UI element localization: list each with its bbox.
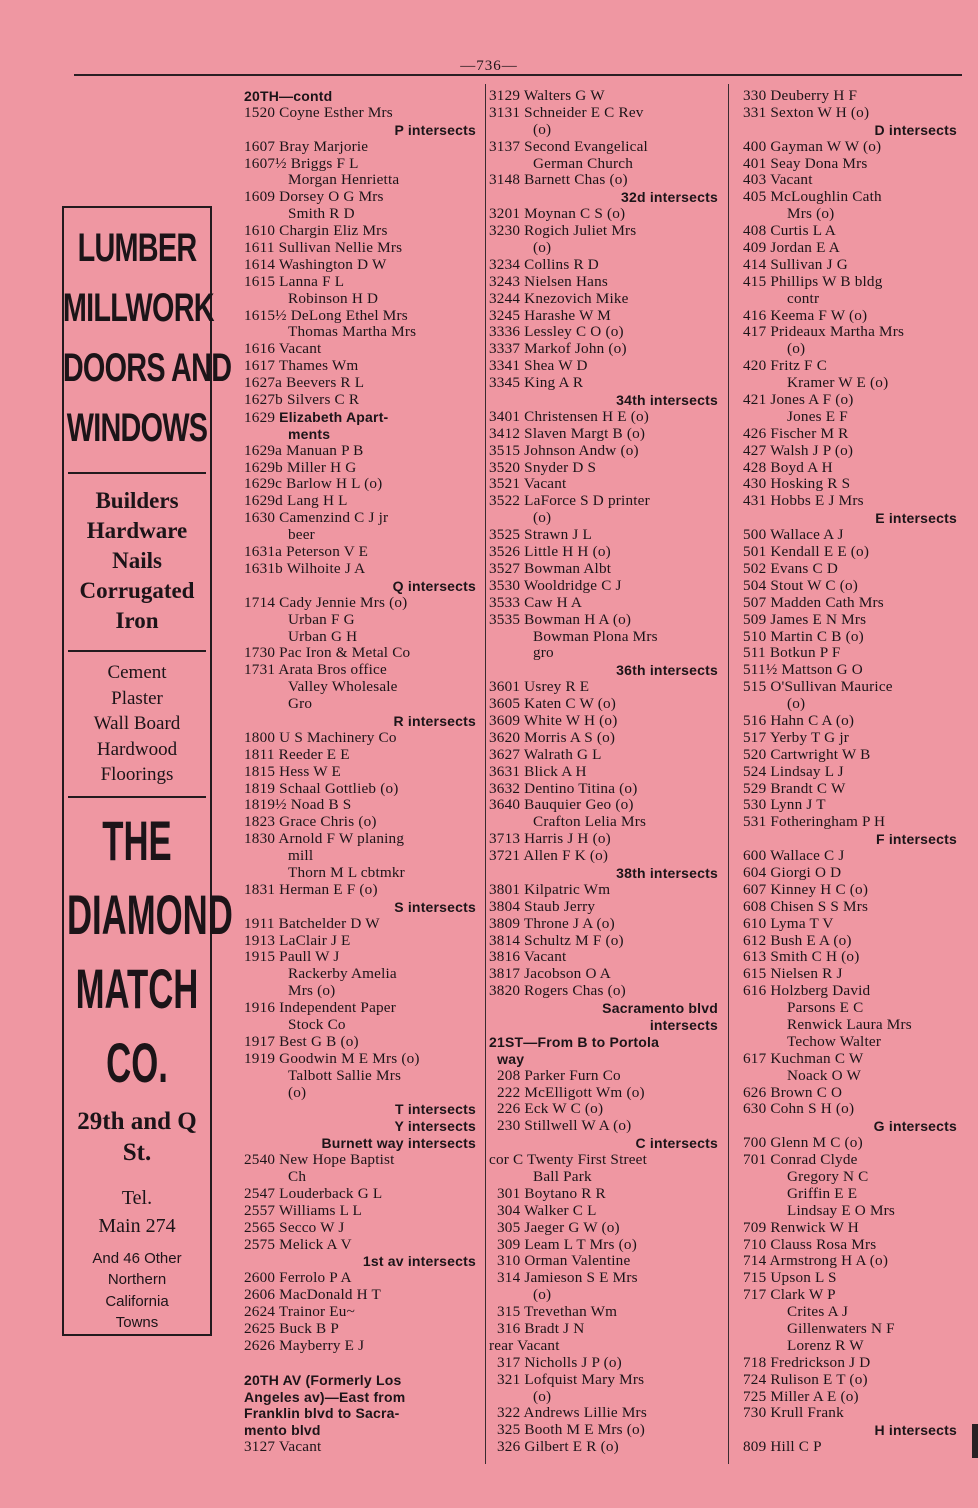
directory-entry: 725 Miller A E (o) bbox=[743, 1388, 859, 1405]
ad-line: Builders bbox=[95, 488, 179, 513]
directory-entry: 3525 Strawn J L bbox=[489, 527, 592, 544]
intersection-label: G intersects bbox=[873, 1118, 957, 1135]
continuation-entry: (o) bbox=[787, 696, 806, 713]
directory-entry: 427 Walsh J P (o) bbox=[743, 442, 854, 459]
continuation-entry: gro bbox=[533, 645, 554, 662]
directory-entry: 2606 MacDonald H T bbox=[244, 1287, 382, 1304]
directory-entry: 3245 Harashe W M bbox=[489, 307, 612, 324]
continuation-entry: Robinson H D bbox=[288, 290, 379, 307]
directory-entry: 3609 White W H (o) bbox=[489, 712, 618, 729]
directory-entry: 3809 Throne J A (o) bbox=[489, 915, 615, 932]
continuation-entry: (o) bbox=[533, 510, 552, 527]
intersection-label: 1st av intersects bbox=[362, 1253, 476, 1270]
directory-entry: 208 Parker Furn Co bbox=[489, 1067, 621, 1084]
directory-entry: 701 Conrad Clyde bbox=[743, 1152, 858, 1169]
directory-entry: 3131 Schneider E C Rev bbox=[489, 104, 644, 121]
intersection-label: Q intersects bbox=[392, 577, 476, 594]
street-heading: 20TH—contd bbox=[244, 88, 333, 104]
directory-entry: 709 Renwick W H bbox=[743, 1219, 859, 1236]
continuation-entry: (o) bbox=[533, 1287, 552, 1304]
directory-entry: 1731 Arata Bros office bbox=[244, 662, 387, 679]
continuation-entry: (o) bbox=[787, 341, 806, 358]
column-divider bbox=[728, 84, 729, 1464]
intersection-label: F intersects bbox=[876, 831, 957, 848]
ad-line: Plaster bbox=[111, 687, 163, 709]
directory-entry: 3230 Rogich Juliet Mrs bbox=[489, 223, 637, 240]
directory-entry: 428 Boyd A H bbox=[743, 459, 833, 476]
directory-entry: 608 Chisen S S Mrs bbox=[743, 898, 869, 915]
directory-entry: 718 Fredrickson J D bbox=[743, 1354, 871, 1371]
continuation-entry: Talbott Sallie Mrs bbox=[288, 1067, 402, 1084]
directory-entry: 1615 Lanna F L bbox=[244, 273, 345, 290]
directory-entry: 3244 Knezovich Mike bbox=[489, 290, 629, 307]
directory-entry: 517 Yerby T G jr bbox=[743, 729, 850, 746]
continuation-entry: Crafton Lelia Mrs bbox=[533, 814, 647, 831]
directory-entry: 414 Sullivan J G bbox=[743, 256, 848, 273]
directory-entry: 3640 Bauquier Geo (o) bbox=[489, 797, 634, 814]
continuation-entry: Thorn M L cbtmkr bbox=[288, 864, 405, 881]
directory-entry: 1627a Beevers R L bbox=[244, 375, 365, 392]
directory-entry: 3801 Kilpatric Wm bbox=[489, 881, 611, 898]
directory-entry: 504 Stout W C (o) bbox=[743, 577, 859, 594]
directory-entry: 1811 Reeder E E bbox=[244, 746, 350, 763]
continuation-entry: Renwick Laura Mrs bbox=[787, 1016, 912, 1033]
continuation-entry: Stock Co bbox=[288, 1016, 346, 1033]
directory-entry: 1616 Vacant bbox=[244, 341, 322, 358]
directory-entry: 511 Botkun P F bbox=[743, 645, 841, 662]
directory-entry: 1630 Camenzind C J jr bbox=[244, 510, 389, 527]
directory-entry: 516 Hahn C A (o) bbox=[743, 712, 855, 729]
ad-line: Wall Board bbox=[93, 713, 181, 734]
directory-entry: 613 Smith C H (o) bbox=[743, 949, 860, 966]
directory-entry: 710 Clauss Rosa Mrs bbox=[743, 1236, 877, 1253]
directory-entry: 1520 Coyne Esther Mrs bbox=[244, 104, 393, 121]
directory-entry: 2600 Ferrolo P A bbox=[244, 1270, 352, 1287]
ad-tel-line: Tel. bbox=[121, 1186, 153, 1209]
directory-entry: 1614 Washington D W bbox=[244, 256, 387, 273]
continuation-entry: Gregory N C bbox=[787, 1169, 869, 1185]
directory-entry: 1609 Dorsey O G Mrs bbox=[244, 189, 384, 206]
intersection-label: D intersects bbox=[874, 121, 957, 138]
directory-entry: 1831 Herman E F (o) bbox=[244, 881, 378, 898]
directory-entry: 316 Bradt J N bbox=[489, 1321, 585, 1338]
continuation-entry: Urban G H bbox=[288, 628, 358, 645]
continuation-entry: (o) bbox=[533, 1388, 552, 1405]
continuation-entry: Parsons E C bbox=[787, 1000, 864, 1017]
directory-entry: 1610 Chargin Eliz Mrs bbox=[244, 223, 388, 240]
ad-line: Cement bbox=[107, 662, 167, 683]
directory-entry: 3345 King A R bbox=[489, 375, 584, 392]
continuation-entry bbox=[244, 426, 478, 443]
directory-entry: 3605 Katen C W (o) bbox=[489, 696, 617, 713]
ad-address-line: 29th and Q bbox=[77, 1107, 197, 1135]
directory-entry: 1629c Barlow H L (o) bbox=[244, 476, 383, 493]
ad-address bbox=[64, 1100, 210, 1168]
directory-entry: 3820 Rogers Chas (o) bbox=[489, 983, 626, 1000]
directory-entry: 520 Cartwright W B bbox=[743, 746, 871, 763]
directory-entry: 630 Cohn S H (o) bbox=[743, 1101, 855, 1118]
directory-entry: 405 McLoughlin Cath bbox=[743, 189, 882, 206]
directory-entry: 714 Armstrong H A (o) bbox=[743, 1253, 889, 1270]
directory-entry: 304 Walker C L bbox=[489, 1202, 597, 1219]
continuation-entry: Noack O W bbox=[787, 1067, 862, 1084]
directory-entry: 3520 Snyder D S bbox=[489, 459, 597, 476]
directory-entry: 1815 Hess W E bbox=[244, 763, 341, 780]
directory-entry: 3632 Dentino Titina (o) bbox=[489, 780, 638, 797]
directory-entry: 3631 Blick A H bbox=[489, 763, 587, 780]
directory-entry bbox=[244, 409, 478, 426]
directory-entry: 604 Giorgi O D bbox=[743, 864, 842, 881]
ad-line: WINDOWS bbox=[66, 406, 208, 450]
directory-entry: 724 Rulison E T (o) bbox=[743, 1371, 868, 1388]
directory-entry: 222 McElligott Wm (o) bbox=[489, 1084, 645, 1101]
directory-entry: 1607½ Briggs F L bbox=[244, 155, 359, 172]
directory-entry: 301 Boytano R R bbox=[489, 1185, 606, 1202]
continuation-entry: Gillenwaters N F bbox=[787, 1321, 895, 1338]
directory-entry: 3521 Vacant bbox=[489, 476, 567, 493]
directory-entry: 2626 Mayberry E J bbox=[244, 1337, 365, 1354]
ad-line: Hardwood bbox=[96, 738, 178, 760]
directory-entry: 2625 Buck B P bbox=[244, 1321, 340, 1338]
directory-entry: 617 Kuchman C W bbox=[743, 1050, 864, 1067]
directory-entry: 1919 Goodwin M E Mrs (o) bbox=[244, 1050, 420, 1067]
entry-name-bold: ments bbox=[288, 425, 331, 442]
intersection-label: C intersects bbox=[635, 1135, 718, 1152]
intersection-label: 36th intersects bbox=[616, 662, 718, 679]
continuation-entry: Lorenz R W bbox=[787, 1337, 864, 1354]
continuation-entry: Bowman Plona Mrs bbox=[533, 628, 658, 645]
ad-lumber-block bbox=[62, 218, 232, 458]
column-divider bbox=[485, 84, 486, 1464]
intersection-label: R intersects bbox=[393, 712, 476, 729]
directory-entry: 3401 Christensen H E (o) bbox=[489, 408, 650, 425]
ad-company-line: CO. bbox=[106, 1030, 168, 1094]
directory-entry: 809 Hill C P bbox=[743, 1439, 822, 1456]
street-heading: Franklin blvd to Sacra- bbox=[244, 1405, 400, 1422]
continuation-entry: Jones E F bbox=[787, 408, 848, 425]
directory-entry: 2557 Williams L L bbox=[244, 1202, 362, 1219]
directory-entry: 530 Lynn J T bbox=[743, 797, 826, 814]
continuation-entry: contr bbox=[787, 290, 820, 307]
continuation-entry: Ch bbox=[288, 1169, 307, 1185]
ad-towns-line: Northern bbox=[107, 1271, 167, 1288]
continuation-entry: Urban F G bbox=[288, 611, 355, 628]
directory-entry: 730 Krull Frank bbox=[743, 1405, 844, 1422]
ad-line: Iron bbox=[115, 608, 159, 633]
directory-entry: 3627 Walrath G L bbox=[489, 746, 602, 763]
ad-line: Floorings bbox=[100, 764, 174, 785]
continuation-entry: Valley Wholesale bbox=[288, 679, 398, 696]
directory-entry: 317 Nicholls J P (o) bbox=[489, 1354, 622, 1371]
intersection-label: Y intersects bbox=[394, 1118, 476, 1135]
directory-entry: 331 Sexton W H (o) bbox=[743, 104, 870, 121]
continuation-entry: Griffin E E bbox=[787, 1185, 858, 1202]
continuation-entry: (o) bbox=[533, 240, 552, 257]
directory-entry: 417 Prideaux Martha Mrs bbox=[743, 324, 905, 341]
continuation-entry: Rackerby Amelia bbox=[288, 966, 397, 983]
directory-entry: 3201 Moynan C S (o) bbox=[489, 206, 626, 223]
directory-entry: 3336 Lessley C O (o) bbox=[489, 324, 624, 341]
intersection-label: 38th intersects bbox=[616, 864, 718, 881]
directory-entry: 1819½ Noad B S bbox=[244, 797, 352, 814]
ad-towns-line: California bbox=[105, 1292, 169, 1310]
directory-entry: 626 Brown C O bbox=[743, 1084, 843, 1101]
intersection-label: H intersects bbox=[874, 1422, 957, 1439]
continuation-entry: Morgan Henrietta bbox=[288, 172, 400, 189]
ad-materials-block bbox=[64, 652, 210, 796]
directory-entry: 230 Stillwell W A (o) bbox=[489, 1118, 632, 1135]
directory-entry: 1629a Manuan P B bbox=[244, 442, 364, 459]
intersection-label: 32d intersects bbox=[621, 189, 718, 206]
directory-entry: 3721 Allen F K (o) bbox=[489, 848, 609, 865]
directory-entry: 515 O'Sullivan Maurice bbox=[743, 679, 893, 696]
directory-entry: 1916 Independent Paper bbox=[244, 1000, 397, 1017]
ad-line: Hardware bbox=[86, 518, 188, 543]
directory-entry: 315 Trevethan Wm bbox=[489, 1304, 618, 1321]
directory-entry: 2624 Trainor Eu~ bbox=[244, 1304, 355, 1321]
spacer bbox=[244, 1355, 478, 1372]
directory-entry: 321 Lofquist Mary Mrs bbox=[489, 1371, 645, 1388]
directory-entry: 3804 Staub Jerry bbox=[489, 898, 596, 915]
ad-line: MILLWORK bbox=[62, 286, 214, 330]
directory-entry: 501 Kendall E E (o) bbox=[743, 544, 870, 561]
directory-entry: 403 Vacant bbox=[743, 172, 813, 189]
entry-number: 1629 bbox=[244, 408, 280, 426]
directory-entry: 3620 Morris A S (o) bbox=[489, 729, 616, 746]
ad-telephone bbox=[64, 1168, 210, 1240]
street-heading: 20TH AV (Formerly Los bbox=[244, 1371, 402, 1388]
directory-entry: 502 Evans C D bbox=[743, 560, 838, 577]
directory-entry: 3817 Jacobson O A bbox=[489, 966, 611, 983]
ad-company-block bbox=[64, 798, 233, 1100]
directory-entry: 1730 Pac Iron & Metal Co bbox=[244, 645, 411, 662]
continuation-entry: Smith R D bbox=[288, 206, 355, 223]
directory-entry: 3337 Markof John (o) bbox=[489, 341, 627, 358]
directory-entry: 1631b Wilhoite J A bbox=[244, 560, 366, 577]
directory-entry: 408 Curtis L A bbox=[743, 223, 836, 240]
continuation-entry: Mrs (o) bbox=[288, 983, 336, 1000]
street-heading: Angeles av)—East from bbox=[244, 1388, 406, 1405]
directory-entry: 1911 Batchelder D W bbox=[244, 915, 380, 932]
directory-entry: 1915 Paull W J bbox=[244, 949, 340, 966]
directory-entry: 401 Seay Dona Mrs bbox=[743, 155, 868, 172]
entry-name-bold: Elizabeth Apart- bbox=[279, 408, 389, 425]
directory-entry: 426 Fischer M R bbox=[743, 425, 849, 442]
directory-entry: 2547 Louderback G L bbox=[244, 1185, 383, 1202]
ad-towns-line: Towns bbox=[115, 1314, 159, 1331]
directory-entry: 420 Fritz F C bbox=[743, 358, 828, 375]
directory-entry: 3527 Bowman Albt bbox=[489, 560, 612, 577]
directory-entry: 322 Andrews Lillie Mrs bbox=[489, 1405, 647, 1422]
intersection-label: intersects bbox=[649, 1016, 718, 1033]
directory-entry: 607 Kinney H C (o) bbox=[743, 881, 869, 898]
directory-entry: 3530 Wooldridge C J bbox=[489, 577, 622, 594]
directory-entry: 1615½ DeLong Ethel Mrs bbox=[244, 307, 408, 324]
directory-entry: 325 Booth M E Mrs (o) bbox=[489, 1422, 646, 1439]
directory-entry: 3234 Collins R D bbox=[489, 256, 599, 273]
ad-line: DOORS AND bbox=[62, 346, 232, 390]
directory-entry: 507 Madden Cath Mrs bbox=[743, 594, 884, 611]
ad-towns-line: And 46 Other bbox=[92, 1249, 182, 1267]
intersection-label: T intersects bbox=[395, 1101, 476, 1118]
directory-entry: 531 Fotheringham P H bbox=[743, 814, 886, 831]
ad-other-towns bbox=[64, 1240, 210, 1334]
page-number: —736— bbox=[460, 58, 518, 74]
directory-entry: 1830 Arnold F W planing bbox=[244, 831, 405, 848]
directory-entry: 1607 Bray Marjorie bbox=[244, 138, 369, 155]
directory-entry: 415 Phillips W B bldg bbox=[743, 273, 883, 290]
continuation-entry: Techow Walter bbox=[787, 1033, 882, 1050]
directory-entry: 3148 Barnett Chas (o) bbox=[489, 172, 628, 189]
street-heading: mento blvd bbox=[244, 1422, 321, 1439]
directory-column-1 bbox=[244, 88, 478, 1456]
intersection-label: Burnett way intersects bbox=[321, 1135, 476, 1152]
directory-entry: cor C Twenty First Street bbox=[489, 1152, 648, 1169]
directory-entry: 2565 Secco W J bbox=[244, 1219, 345, 1236]
directory-entry: 717 Clark W P bbox=[743, 1287, 836, 1304]
directory-entry: 509 James E N Mrs bbox=[743, 611, 867, 628]
directory-entry: 226 Eck W C (o) bbox=[489, 1101, 604, 1118]
directory-entry: 529 Brandt C W bbox=[743, 780, 846, 797]
directory-entry: 1629d Lang H L bbox=[244, 493, 348, 510]
directory-entry: 1800 U S Machinery Co bbox=[244, 729, 397, 746]
directory-entry: 616 Holzberg David bbox=[743, 983, 871, 1000]
street-heading: way bbox=[489, 1050, 525, 1067]
directory-entry: 700 Glenn M C (o) bbox=[743, 1135, 863, 1152]
directory-entry: 1617 Thames Wm bbox=[244, 358, 359, 375]
directory-entry: 3341 Shea W D bbox=[489, 358, 588, 375]
continuation-entry: (o) bbox=[288, 1084, 307, 1101]
continuation-entry: beer bbox=[288, 527, 315, 544]
advertisement-diamond-match bbox=[62, 206, 233, 1336]
directory-entry: 1913 LaClair J E bbox=[244, 932, 351, 949]
directory-entry: 1627b Silvers C R bbox=[244, 392, 360, 409]
directory-entry: 3129 Walters G W bbox=[489, 88, 605, 104]
directory-entry: 510 Martin C B (o) bbox=[743, 628, 864, 645]
continuation-entry: Mrs (o) bbox=[787, 206, 835, 223]
intersection-label: 34th intersects bbox=[616, 392, 718, 409]
continuation-entry: Thomas Martha Mrs bbox=[288, 324, 417, 341]
directory-entry: 715 Upson L S bbox=[743, 1270, 837, 1287]
directory-entry: 3713 Harris J H (o) bbox=[489, 831, 611, 848]
ad-address-line: St. bbox=[122, 1138, 152, 1166]
directory-entry: 500 Wallace A J bbox=[743, 527, 844, 544]
intersection-label: Sacramento blvd bbox=[602, 1000, 718, 1017]
directory-entry: 3535 Bowman H A (o) bbox=[489, 611, 632, 628]
directory-entry: 3601 Usrey R E bbox=[489, 679, 590, 696]
ad-line: LUMBER bbox=[77, 226, 197, 270]
directory-entry: 1611 Sullivan Nellie Mrs bbox=[244, 240, 403, 257]
ad-company-line: MATCH bbox=[75, 956, 199, 1020]
continuation-entry: Lindsay E O Mrs bbox=[787, 1202, 896, 1219]
directory-entry: 3522 LaForce S D printer bbox=[489, 493, 650, 510]
page-edge-mark bbox=[972, 1424, 978, 1458]
directory-entry: 2540 New Hope Baptist bbox=[244, 1152, 395, 1169]
ad-hardware-block bbox=[64, 474, 210, 650]
directory-entry: 1631a Peterson V E bbox=[244, 544, 369, 561]
directory-entry: 310 Orman Valentine bbox=[489, 1253, 631, 1270]
directory-entry: 3526 Little H H (o) bbox=[489, 544, 611, 561]
directory-entry: 421 Jones A F (o) bbox=[743, 392, 854, 409]
directory-entry: rear Vacant bbox=[489, 1337, 560, 1354]
directory-entry: 3412 Slaven Margt B (o) bbox=[489, 425, 646, 442]
directory-entry: 612 Bush E A (o) bbox=[743, 932, 852, 949]
directory-entry: 2575 Melick A V bbox=[244, 1236, 352, 1253]
continuation-entry: Crites A J bbox=[787, 1304, 849, 1321]
directory-entry: 3816 Vacant bbox=[489, 949, 567, 966]
ad-line: Corrugated bbox=[79, 578, 195, 603]
header-rule bbox=[74, 74, 962, 76]
directory-entry: 3814 Schultz M F (o) bbox=[489, 932, 624, 949]
directory-entry: 330 Deuberry H F bbox=[743, 88, 858, 104]
continuation-entry: Ball Park bbox=[533, 1169, 592, 1185]
directory-entry: 610 Lyma T V bbox=[743, 915, 834, 932]
directory-entry: 600 Wallace C J bbox=[743, 848, 845, 865]
directory-entry: 3533 Caw H A bbox=[489, 594, 583, 611]
directory-entry: 3515 Johnson Andw (o) bbox=[489, 442, 639, 459]
directory-entry: 1917 Best G B (o) bbox=[244, 1033, 359, 1050]
directory-entry: 3127 Vacant bbox=[244, 1439, 322, 1456]
intersection-label: P intersects bbox=[394, 121, 476, 138]
directory-entry: 431 Hobbs E J Mrs bbox=[743, 493, 864, 510]
directory-entry: 1819 Schaal Gottlieb (o) bbox=[244, 780, 399, 797]
directory-entry: 416 Keema F W (o) bbox=[743, 307, 868, 324]
continuation-entry: (o) bbox=[533, 121, 552, 138]
directory-entry: 1714 Cady Jennie Mrs (o) bbox=[244, 594, 408, 611]
directory-entry: 511½ Mattson G O bbox=[743, 662, 863, 679]
directory-entry: 3137 Second Evangelical bbox=[489, 138, 648, 155]
directory-entry: 3243 Nielsen Hans bbox=[489, 273, 608, 290]
directory-entry: 309 Leam L T Mrs (o) bbox=[489, 1236, 637, 1253]
directory-entry: 430 Hosking R S bbox=[743, 476, 851, 493]
directory-entry: 305 Jaeger G W (o) bbox=[489, 1219, 620, 1236]
continuation-entry: German Church bbox=[533, 155, 634, 172]
directory-entry: 409 Jordan E A bbox=[743, 240, 840, 257]
ad-line: Nails bbox=[112, 548, 162, 573]
continuation-entry: Gro bbox=[288, 696, 313, 713]
directory-entry: 326 Gilbert E R (o) bbox=[489, 1439, 619, 1456]
directory-entry: 400 Gayman W W (o) bbox=[743, 138, 882, 155]
directory-entry: 1823 Grace Chris (o) bbox=[244, 814, 377, 831]
directory-column-2 bbox=[489, 88, 720, 1456]
directory-entry: 1629b Miller H G bbox=[244, 459, 357, 476]
directory-entry: 615 Nielsen R J bbox=[743, 966, 843, 983]
directory-entry: 314 Jamieson S E Mrs bbox=[489, 1270, 638, 1287]
ad-tel-line: Main 274 bbox=[98, 1214, 176, 1237]
street-heading: 21ST—From B to Portola bbox=[489, 1033, 660, 1050]
directory-column-3 bbox=[743, 88, 959, 1456]
ad-company-line: DIAMOND bbox=[66, 882, 233, 946]
ad-company-line: THE bbox=[102, 808, 172, 872]
continuation-entry: Kramer W E (o) bbox=[787, 375, 889, 392]
directory-entry: 524 Lindsay L J bbox=[743, 763, 844, 780]
intersection-label: S intersects bbox=[394, 898, 476, 915]
continuation-entry: mill bbox=[288, 848, 314, 865]
intersection-label: E intersects bbox=[875, 510, 957, 527]
